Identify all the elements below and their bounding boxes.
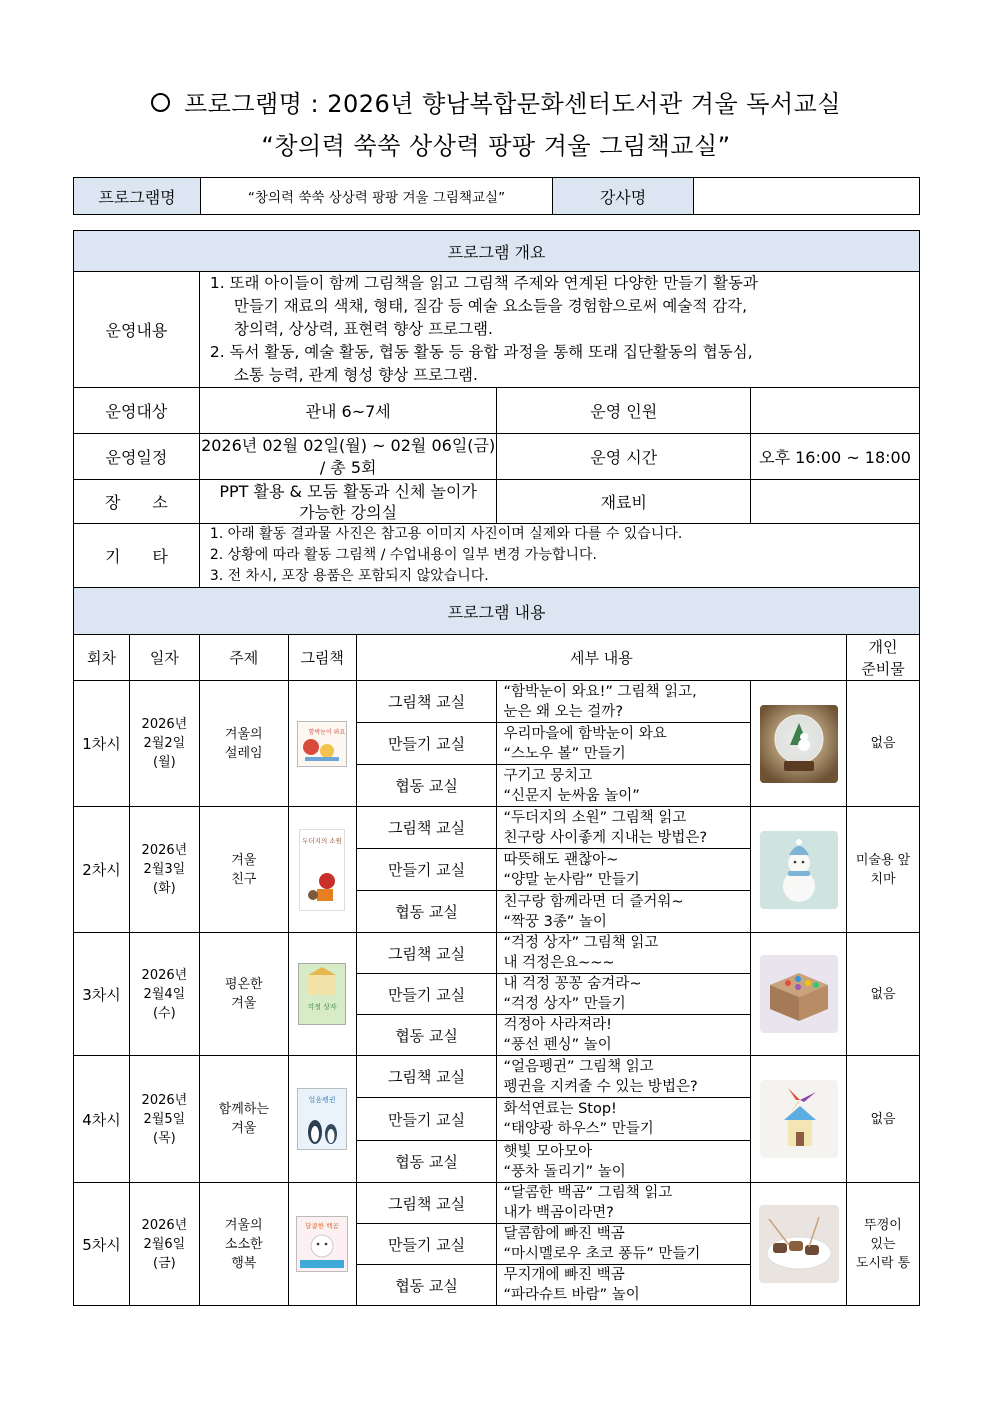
activity-detail xyxy=(497,891,751,933)
date-day: 2월2일 xyxy=(143,736,186,751)
session-number: 5차시 xyxy=(74,1183,130,1306)
session-number: 2차시 xyxy=(74,807,130,933)
theme-line: 겨울의 xyxy=(224,726,263,742)
theme-line: 평온한 xyxy=(224,977,263,992)
place-line: 가능한 강의실 xyxy=(299,502,398,522)
etc-line: 2. 상황에 따라 활동 그림책 / 수업내용이 일부 변경 가능합니다. xyxy=(209,547,597,563)
personal-prep: 미술용 앞치마 xyxy=(847,807,920,933)
activity-detail xyxy=(497,849,751,891)
activity-type: 그림책 교실 xyxy=(356,933,497,974)
date-year: 2026년 xyxy=(141,1217,188,1233)
book-cover-cell xyxy=(288,1056,356,1183)
content-section-title: 프로그램 내용 xyxy=(74,588,920,635)
session-theme xyxy=(199,1183,288,1306)
activity-line: 친구랑 함께라면 더 즐거워~ xyxy=(503,893,684,910)
book-cover-image xyxy=(297,721,347,767)
activity-line: “양말 눈사람” 만들기 xyxy=(503,871,640,888)
personal-prep: 없음 xyxy=(847,1056,920,1183)
etc-line: 1. 아래 활동 결과물 사진은 참고용 이미지 사진이며 실제와 다를 수 있습니다. xyxy=(209,526,683,542)
activity-line: “함박눈이 와요!” 그림책 읽고, xyxy=(503,683,697,700)
date-day: 2월5일 xyxy=(143,1111,186,1127)
date-day: 2월4일 xyxy=(143,986,186,1002)
content-line: 1. 또래 아이들이 함께 그림책을 읽고 그림책 주제와 연계된 다양한 만들기 활동과 xyxy=(209,274,758,292)
activity-line: 친구랑 사이좋게 지내는 방법은? xyxy=(503,829,708,846)
prep-line: 도시락 통 xyxy=(855,1255,911,1271)
program-detail-table xyxy=(73,230,920,1306)
theme-line: 소소한 xyxy=(224,1236,263,1252)
people-value xyxy=(751,388,920,434)
activity-line: “두더지의 소원” 그림책 읽고 xyxy=(503,809,687,826)
instructor-label: 강사명 xyxy=(553,178,694,215)
activity-type: 그림책 교실 xyxy=(356,807,497,849)
marshmallow-fondue-photo xyxy=(759,1205,839,1283)
date-day: 2월6일 xyxy=(143,1236,186,1252)
book-cover-image xyxy=(297,1088,347,1150)
activity-detail xyxy=(497,974,751,1015)
date-day: 2월3일 xyxy=(143,862,186,877)
activity-detail xyxy=(497,681,751,723)
activity-line: “얼음펭귄” 그림책 읽고 xyxy=(503,1058,654,1075)
activity-detail xyxy=(497,1141,751,1183)
activity-type: 협동 교실 xyxy=(356,1141,497,1183)
header-date: 일자 xyxy=(129,635,199,681)
date-weekday: (금) xyxy=(153,1255,176,1271)
activity-line: 화석연료는 Stop! xyxy=(503,1101,617,1117)
theme-line: 겨울 xyxy=(231,1121,257,1136)
content-text xyxy=(199,272,919,388)
activity-detail xyxy=(497,807,751,849)
snow-globe-photo xyxy=(760,705,838,783)
theme-line: 함께하는 xyxy=(218,1102,269,1117)
activity-line: 걱정아 사라져라! xyxy=(503,1017,612,1033)
activity-line: “걱정 상자” 그림책 읽고 xyxy=(503,935,659,951)
etc-line: 3. 전 차시, 포장 용품은 포함되지 않았습니다. xyxy=(209,568,489,584)
result-photo-cell xyxy=(751,1183,847,1306)
activity-line: “풍차 돌리기” 놀이 xyxy=(503,1163,626,1180)
circle-bullet-icon xyxy=(151,93,170,112)
activity-line: “걱정 상자” 만들기 xyxy=(503,996,626,1012)
activity-line: 햇빛 모아모아 xyxy=(503,1143,593,1160)
activity-type: 협동 교실 xyxy=(356,765,497,807)
date-year: 2026년 xyxy=(141,717,188,732)
date-year: 2026년 xyxy=(141,967,188,983)
book-cover-image xyxy=(298,963,346,1025)
header-detail: 세부 내용 xyxy=(356,635,846,681)
activity-type: 협동 교실 xyxy=(356,1265,497,1306)
session-date xyxy=(129,933,199,1056)
activity-line: 내 걱정 꽁꽁 숨겨라~ xyxy=(503,976,642,992)
prep-line: 뚜껑이 xyxy=(864,1217,902,1233)
program-info-table xyxy=(73,177,920,215)
place-value xyxy=(199,480,497,524)
session-date xyxy=(129,1056,199,1183)
theme-line: 친구 xyxy=(231,871,257,887)
date-weekday: (목) xyxy=(153,1130,176,1146)
people-label: 운영 인원 xyxy=(497,388,751,434)
activity-type: 만들기 교실 xyxy=(356,723,497,765)
book-cover-cell xyxy=(288,1183,356,1306)
header-theme: 주제 xyxy=(199,635,288,681)
personal-prep: 없음 xyxy=(847,933,920,1056)
session-date xyxy=(129,1183,199,1306)
activity-type: 협동 교실 xyxy=(356,891,497,933)
book-cover-cell xyxy=(288,933,356,1056)
date-weekday: (수) xyxy=(153,1005,176,1021)
date-weekday: (월) xyxy=(153,755,176,770)
activity-type: 만들기 교실 xyxy=(356,1098,497,1141)
activity-line: 눈은 왜 오는 걸까? xyxy=(503,703,624,720)
personal-prep: 없음 xyxy=(847,681,920,807)
activity-line: “태양광 하우스” 만들기 xyxy=(503,1121,654,1137)
activity-line: 펭귄을 지켜줄 수 있는 방법은? xyxy=(503,1078,698,1095)
activity-detail xyxy=(497,765,751,807)
instructor-value xyxy=(694,178,920,215)
result-photo-cell xyxy=(751,681,847,807)
content-label: 운영내용 xyxy=(74,272,200,388)
date-year: 2026년 xyxy=(141,1092,188,1108)
session-date xyxy=(129,681,199,807)
activity-detail xyxy=(497,723,751,765)
theme-line: 겨울의 xyxy=(224,1217,263,1233)
place-line: PPT 활용 & 모둠 활동과 신체 놀이가 xyxy=(219,481,477,501)
activity-detail xyxy=(497,1098,751,1141)
activity-detail xyxy=(497,1183,751,1224)
activity-line: 달콤함에 빠진 백곰 xyxy=(503,1226,625,1242)
book-cover-title: 두더지의 소원 xyxy=(302,836,343,845)
title-line1: 프로그램명 : 2026년 향남복합문화센터도서관 겨울 독서교실 xyxy=(183,90,842,118)
target-label: 운영대상 xyxy=(74,388,200,434)
sock-snowman-photo xyxy=(760,831,838,909)
schedule-line: / 총 5회 xyxy=(319,457,377,477)
book-cover-image xyxy=(296,1216,348,1272)
worry-box-photo xyxy=(760,955,838,1033)
activity-line: “신문지 눈싸움 놀이” xyxy=(503,787,640,804)
theme-line: 겨울 xyxy=(231,996,257,1011)
activity-line: “마시멜로우 초코 퐁듀” 만들기 xyxy=(503,1246,701,1262)
time-value: 오후 16:00 ~ 18:00 xyxy=(751,434,920,480)
date-weekday: (화) xyxy=(153,881,176,896)
activity-type: 그림책 교실 xyxy=(356,1056,497,1098)
activity-line: 따뜻해도 괜찮아~ xyxy=(503,851,619,868)
date-year: 2026년 xyxy=(141,843,188,858)
header-book: 그림책 xyxy=(288,635,356,681)
content-line: 창의력, 상상력, 표현력 향상 프로그램. xyxy=(233,320,493,338)
header-prep-line: 준비물 xyxy=(861,659,905,678)
activity-type: 협동 교실 xyxy=(356,1015,497,1056)
book-cover-title: 얼음펭귄 xyxy=(308,1096,336,1104)
activity-type: 만들기 교실 xyxy=(356,849,497,891)
activity-detail xyxy=(497,1015,751,1056)
activity-type: 만들기 교실 xyxy=(356,974,497,1015)
activity-line: 구기고 뭉치고 xyxy=(503,767,593,784)
result-photo-cell xyxy=(751,933,847,1056)
session-number: 3차시 xyxy=(74,933,130,1056)
place-label: 장 소 xyxy=(74,480,200,524)
session-date xyxy=(129,807,199,933)
session-theme xyxy=(199,807,288,933)
personal-prep xyxy=(847,1183,920,1306)
activity-line: “스노우 볼” 만들기 xyxy=(503,745,626,762)
schedule-label: 운영일정 xyxy=(74,434,200,480)
program-name-label: 프로그램명 xyxy=(74,178,201,215)
activity-detail xyxy=(497,1224,751,1265)
content-line: 만들기 재료의 색채, 형태, 질감 등 예술 요소들을 경험함으로써 예술적 감각, xyxy=(233,297,748,315)
theme-line: 설레임 xyxy=(224,745,263,761)
session-theme xyxy=(199,681,288,807)
book-cover-title: 달콤한 백곰 xyxy=(305,1222,339,1230)
overview-section-title: 프로그램 개요 xyxy=(74,231,920,272)
time-label: 운영 시간 xyxy=(497,434,751,480)
activity-detail xyxy=(497,1056,751,1098)
activity-line: 우리마을에 함박눈이 와요 xyxy=(503,725,667,742)
activity-line: “달콤한 백곰” 그림책 읽고 xyxy=(503,1185,673,1201)
theme-line: 겨울 xyxy=(231,852,257,868)
content-line: 2. 독서 활동, 예술 활동, 협동 활동 등 융합 과정을 통해 또래 집단활동의 협동심, xyxy=(209,343,753,361)
result-photo-cell xyxy=(751,807,847,933)
activity-line: 내가 백곰이라면? xyxy=(503,1205,614,1221)
activity-line: 내 걱정은요~~~ xyxy=(503,955,615,971)
book-cover-cell xyxy=(288,807,356,933)
windmill-house-photo xyxy=(760,1080,838,1158)
session-number: 4차시 xyxy=(74,1056,130,1183)
activity-detail xyxy=(497,1265,751,1306)
header-prep xyxy=(847,635,920,681)
theme-line: 행복 xyxy=(231,1255,257,1271)
program-name-value: “창의력 쑥쑥 상상력 팡팡 겨울 그림책교실” xyxy=(201,178,553,215)
document-title xyxy=(0,84,992,119)
etc-text xyxy=(199,524,919,588)
book-cover-image xyxy=(299,829,345,911)
book-cover-title: 걱정 상자 xyxy=(307,1003,337,1011)
prep-line: 있는 xyxy=(870,1236,896,1252)
session-theme xyxy=(199,1056,288,1183)
activity-line: 무지개에 빠진 백곰 xyxy=(503,1267,625,1283)
activity-line: “풍선 펜싱” 놀이 xyxy=(503,1037,612,1053)
header-session: 회차 xyxy=(74,635,130,681)
session-number: 1차시 xyxy=(74,681,130,807)
content-line: 소통 능력, 관계 형성 향상 프로그램. xyxy=(233,366,478,384)
book-cover-cell xyxy=(288,681,356,807)
schedule-value xyxy=(199,434,497,480)
result-photo-cell xyxy=(751,1056,847,1183)
fee-value xyxy=(751,480,920,524)
header-prep-line: 개인 xyxy=(868,637,898,656)
fee-label: 재료비 xyxy=(497,480,751,524)
activity-line: “짝꿍 3종” 놀이 xyxy=(503,913,607,930)
schedule-line: 2026년 02월 02일(월) ~ 02월 06일(금) xyxy=(201,435,496,455)
activity-type: 만들기 교실 xyxy=(356,1224,497,1265)
activity-line: “파라슈트 바람” 놀이 xyxy=(503,1287,640,1303)
target-value: 관내 6~7세 xyxy=(199,388,497,434)
document-subtitle: “창의력 쑥쑥 상상력 팡팡 겨울 그림책교실” xyxy=(261,132,731,160)
activity-type: 그림책 교실 xyxy=(356,681,497,723)
session-theme xyxy=(199,933,288,1056)
etc-label: 기 타 xyxy=(74,524,200,588)
activity-type: 그림책 교실 xyxy=(356,1183,497,1224)
activity-detail xyxy=(497,933,751,974)
book-cover-title: 함박눈이 와요 xyxy=(308,728,346,736)
